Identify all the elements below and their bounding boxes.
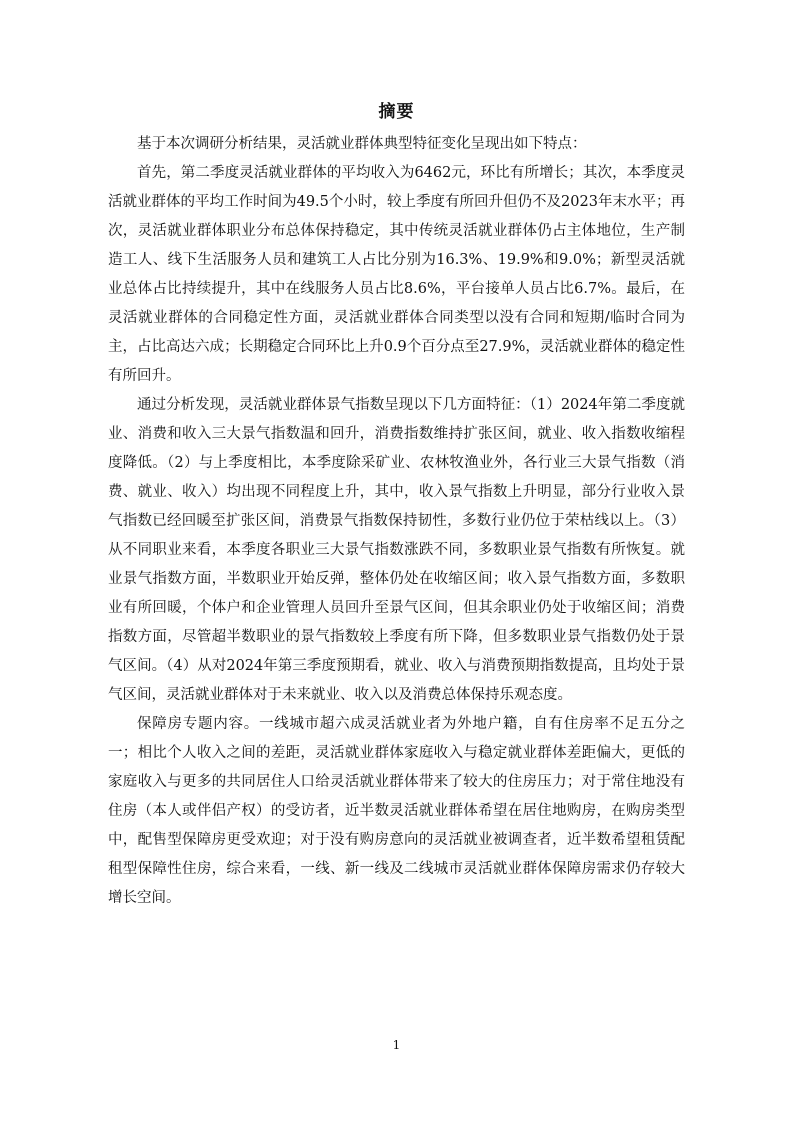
housing-topic-paragraph: 保障房专题内容。一线城市超六成灵活就业者为外地户籍，自有住房率不足五分之一；相比个人收入之间的差距，灵活就业群体家庭收入与稳定就业群体差距偏大，更低的家庭收入与更多的共同居住人口给灵活就业群体带来了较大的住房压力；对于常住地没有住房（本人或伴侣产权）的受访者，近半数灵活就业群体希望在居住地购房，在购房类型中，配售型保障房更受欢迎；对于没有购房意向的灵活就业被调查者，近半数希望租赁配租型保障性住房，综合来看，一线、新一线及二线城市灵活就业群体保障房需求仍存较大增长空间。 (108, 716, 685, 906)
summary-intro-paragraph: 基于本次调研分析结果，灵活就业群体典型特征变化呈现出如下特点： (137, 136, 587, 152)
document-title: 摘要 (378, 102, 415, 122)
page-number: 1 (392, 1038, 401, 1052)
index-findings-paragraph: 通过分析发现，灵活就业群体景气指数呈现以下几方面特征：（1）2024年第二季度就业、消费和收入三大景气指数温和回升，消费指数维持扩张区间，就业、收入指数收缩程度降低。（2）与上季度相比，本季度除采矿业、农林牧渔业外，各行业三大景气指数（消费、就业、收入）均出现不同程度上升，其中，收入景气指数上升明显，部分行业收入景气指数已经回暖至扩张区间，消费景气指数保持韧性，多数行业仍位于荣枯线以上。（3）从不同职业来看，本季度各职业三大景气指数涨跌不同，多数职业景气指数有所恢复。就业景气指数方面，半数职业开始反弹，整体仍处在收缩区间；收入景气指数方面，多数职业有所回暖，个体户和企业管理人员回升至景气区间，但其余职业仍处于收缩区间；消费指数方面，尽管超半数职业的景气指数较上季度有所下降，但多数职业景气指数仍处于景气区间。（4）从对2024年第三季度预期看，就业、收入与消费预期指数提高，且均处于景气区间，灵活就业群体对于未来就业、收入以及消费总体保持乐观态度。 (108, 397, 685, 703)
characteristics-paragraph: 首先，第二季度灵活就业群体的平均收入为6462元，环比有所增长；其次，本季度灵活就业群体的平均工作时间为49.5个小时，较上季度有所回升但仍不及2023年末水平；再次，灵活就业群体职业分布总体保持稳定，其中传统灵活就业群体仍占主体地位，生产制造工人、线下生活服务人员和建筑工人占比分别为16.3%、19.9%和9.0%；新型灵活就业总体占比持续提升，其中在线服务人员占比8.6%，平台接单人员占比6.7%。最后，在灵活就业群体的合同稳定性方面，灵活就业群体合同类型以没有合同和短期/临时合同为主，占比高达六成；长期稳定合同环比上升0.9个百分点至27.9%，灵活就业群体的稳定性有所回升。 (108, 165, 685, 384)
